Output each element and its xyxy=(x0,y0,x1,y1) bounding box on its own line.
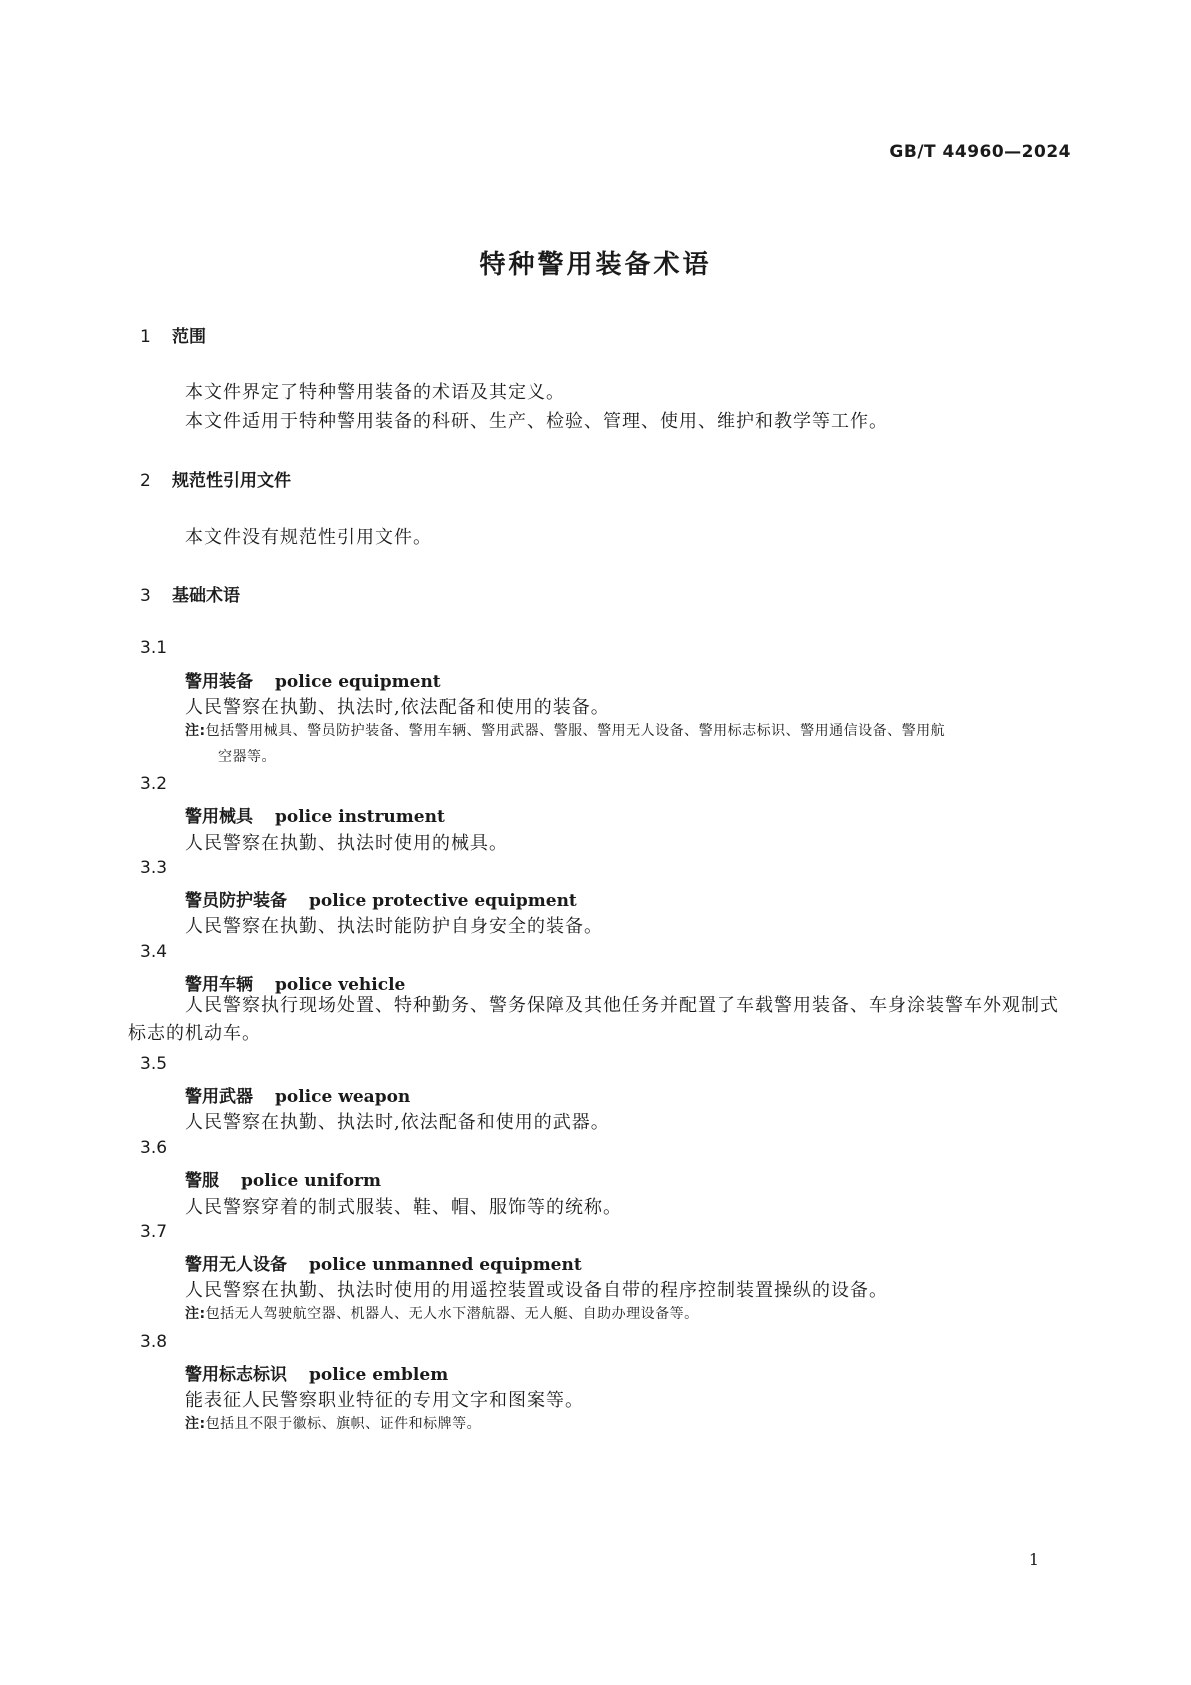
term-english: police protective equipment xyxy=(309,891,577,911)
term-english: police uniform xyxy=(241,1171,382,1191)
term-entry xyxy=(185,1166,381,1191)
section-number: 1 xyxy=(140,327,151,347)
term-definition: 人民警察穿着的制式服装、鞋、帽、服饰等的统称。 xyxy=(185,1197,622,1218)
note-label: 注: xyxy=(185,723,206,739)
term-note xyxy=(185,1411,1065,1437)
term-entry xyxy=(185,1360,448,1385)
note-text: 包括警用械具、警员防护装备、警用车辆、警用武器、警服、警用无人设备、警用标志标识、警用通信设备、警用航 xyxy=(205,723,946,739)
term-number: 3.2 xyxy=(140,774,168,794)
term-note xyxy=(185,1301,1065,1327)
note-text: 包括无人驾驶航空器、机器人、无人水下潜航器、无人艇、自助办理设备等。 xyxy=(205,1306,699,1322)
term-chinese: 警用械具 xyxy=(185,807,253,827)
term-definition: 人民警察在执勤、执法时使用的械具。 xyxy=(185,833,508,854)
standard-code: GB/T 44960—2024 xyxy=(889,142,1071,162)
paragraph: 本文件没有规范性引用文件。 xyxy=(185,527,432,548)
term-chinese: 警服 xyxy=(185,1171,219,1191)
term-definition: 人民警察在执勤、执法时能防护自身安全的装备。 xyxy=(185,916,603,937)
term-chinese: 警用车辆 xyxy=(185,975,253,995)
section-title: 规范性引用文件 xyxy=(172,471,291,491)
term-definition: 人民警察在执勤、执法时使用的用遥控装置或设备自带的程序控制装置操纵的设备。 xyxy=(185,1280,888,1301)
term-chinese: 警用无人设备 xyxy=(185,1255,287,1275)
document-title: 特种警用装备术语 xyxy=(479,250,712,280)
term-definition: 人民警察在执勤、执法时,依法配备和使用的武器。 xyxy=(185,1112,610,1133)
term-number: 3.1 xyxy=(140,638,168,658)
term-number: 3.4 xyxy=(140,942,168,962)
term-entry xyxy=(185,1082,410,1107)
term-english: police vehicle xyxy=(275,975,406,995)
section-number: 3 xyxy=(140,586,151,606)
term-entry xyxy=(185,1250,582,1275)
term-english: police instrument xyxy=(275,807,445,827)
section-title: 范围 xyxy=(172,327,206,347)
paragraph: 本文件适用于特种警用装备的科研、生产、检验、管理、使用、维护和教学等工作。 xyxy=(185,411,888,432)
note-label: 注: xyxy=(185,1416,206,1432)
section-title: 基础术语 xyxy=(172,586,240,606)
term-english: police equipment xyxy=(275,672,441,692)
paragraph: 本文件界定了特种警用装备的术语及其定义。 xyxy=(185,382,565,403)
term-english: police emblem xyxy=(309,1365,449,1385)
term-entry xyxy=(185,802,445,827)
term-number: 3.6 xyxy=(140,1138,168,1158)
term-chinese: 警用装备 xyxy=(185,672,253,692)
term-chinese: 警用武器 xyxy=(185,1087,253,1107)
term-number: 3.8 xyxy=(140,1332,168,1352)
term-entry xyxy=(185,886,577,911)
section-number: 2 xyxy=(140,471,151,491)
section-heading xyxy=(140,466,291,491)
term-entry xyxy=(185,667,441,692)
term-definition: 人民警察在执勤、执法时,依法配备和使用的装备。 xyxy=(185,697,610,718)
term-definition: 人民警察执行现场处置、特种勤务、警务保障及其他任务并配置了车载警用装备、车身涂装警车外观制式标志的机动车。 xyxy=(128,995,1059,1044)
note-text: 包括且不限于徽标、旗帜、证件和标牌等。 xyxy=(205,1416,482,1432)
page-number: 1 xyxy=(1028,1550,1039,1569)
term-chinese: 警员防护装备 xyxy=(185,891,287,911)
term-english: police weapon xyxy=(275,1087,411,1107)
section-heading xyxy=(140,581,240,606)
term-number: 3.3 xyxy=(140,858,168,878)
section-heading xyxy=(140,322,206,347)
note-label: 注: xyxy=(185,1306,206,1322)
term-definition: 能表征人民警察职业特征的专用文字和图案等。 xyxy=(185,1390,584,1411)
term-chinese: 警用标志标识 xyxy=(185,1365,287,1385)
term-number: 3.5 xyxy=(140,1054,168,1074)
note-text-continued: 空器等。 xyxy=(218,749,276,765)
term-english: police unmanned equipment xyxy=(309,1255,582,1275)
term-number: 3.7 xyxy=(140,1222,168,1242)
term-note xyxy=(185,718,1065,770)
